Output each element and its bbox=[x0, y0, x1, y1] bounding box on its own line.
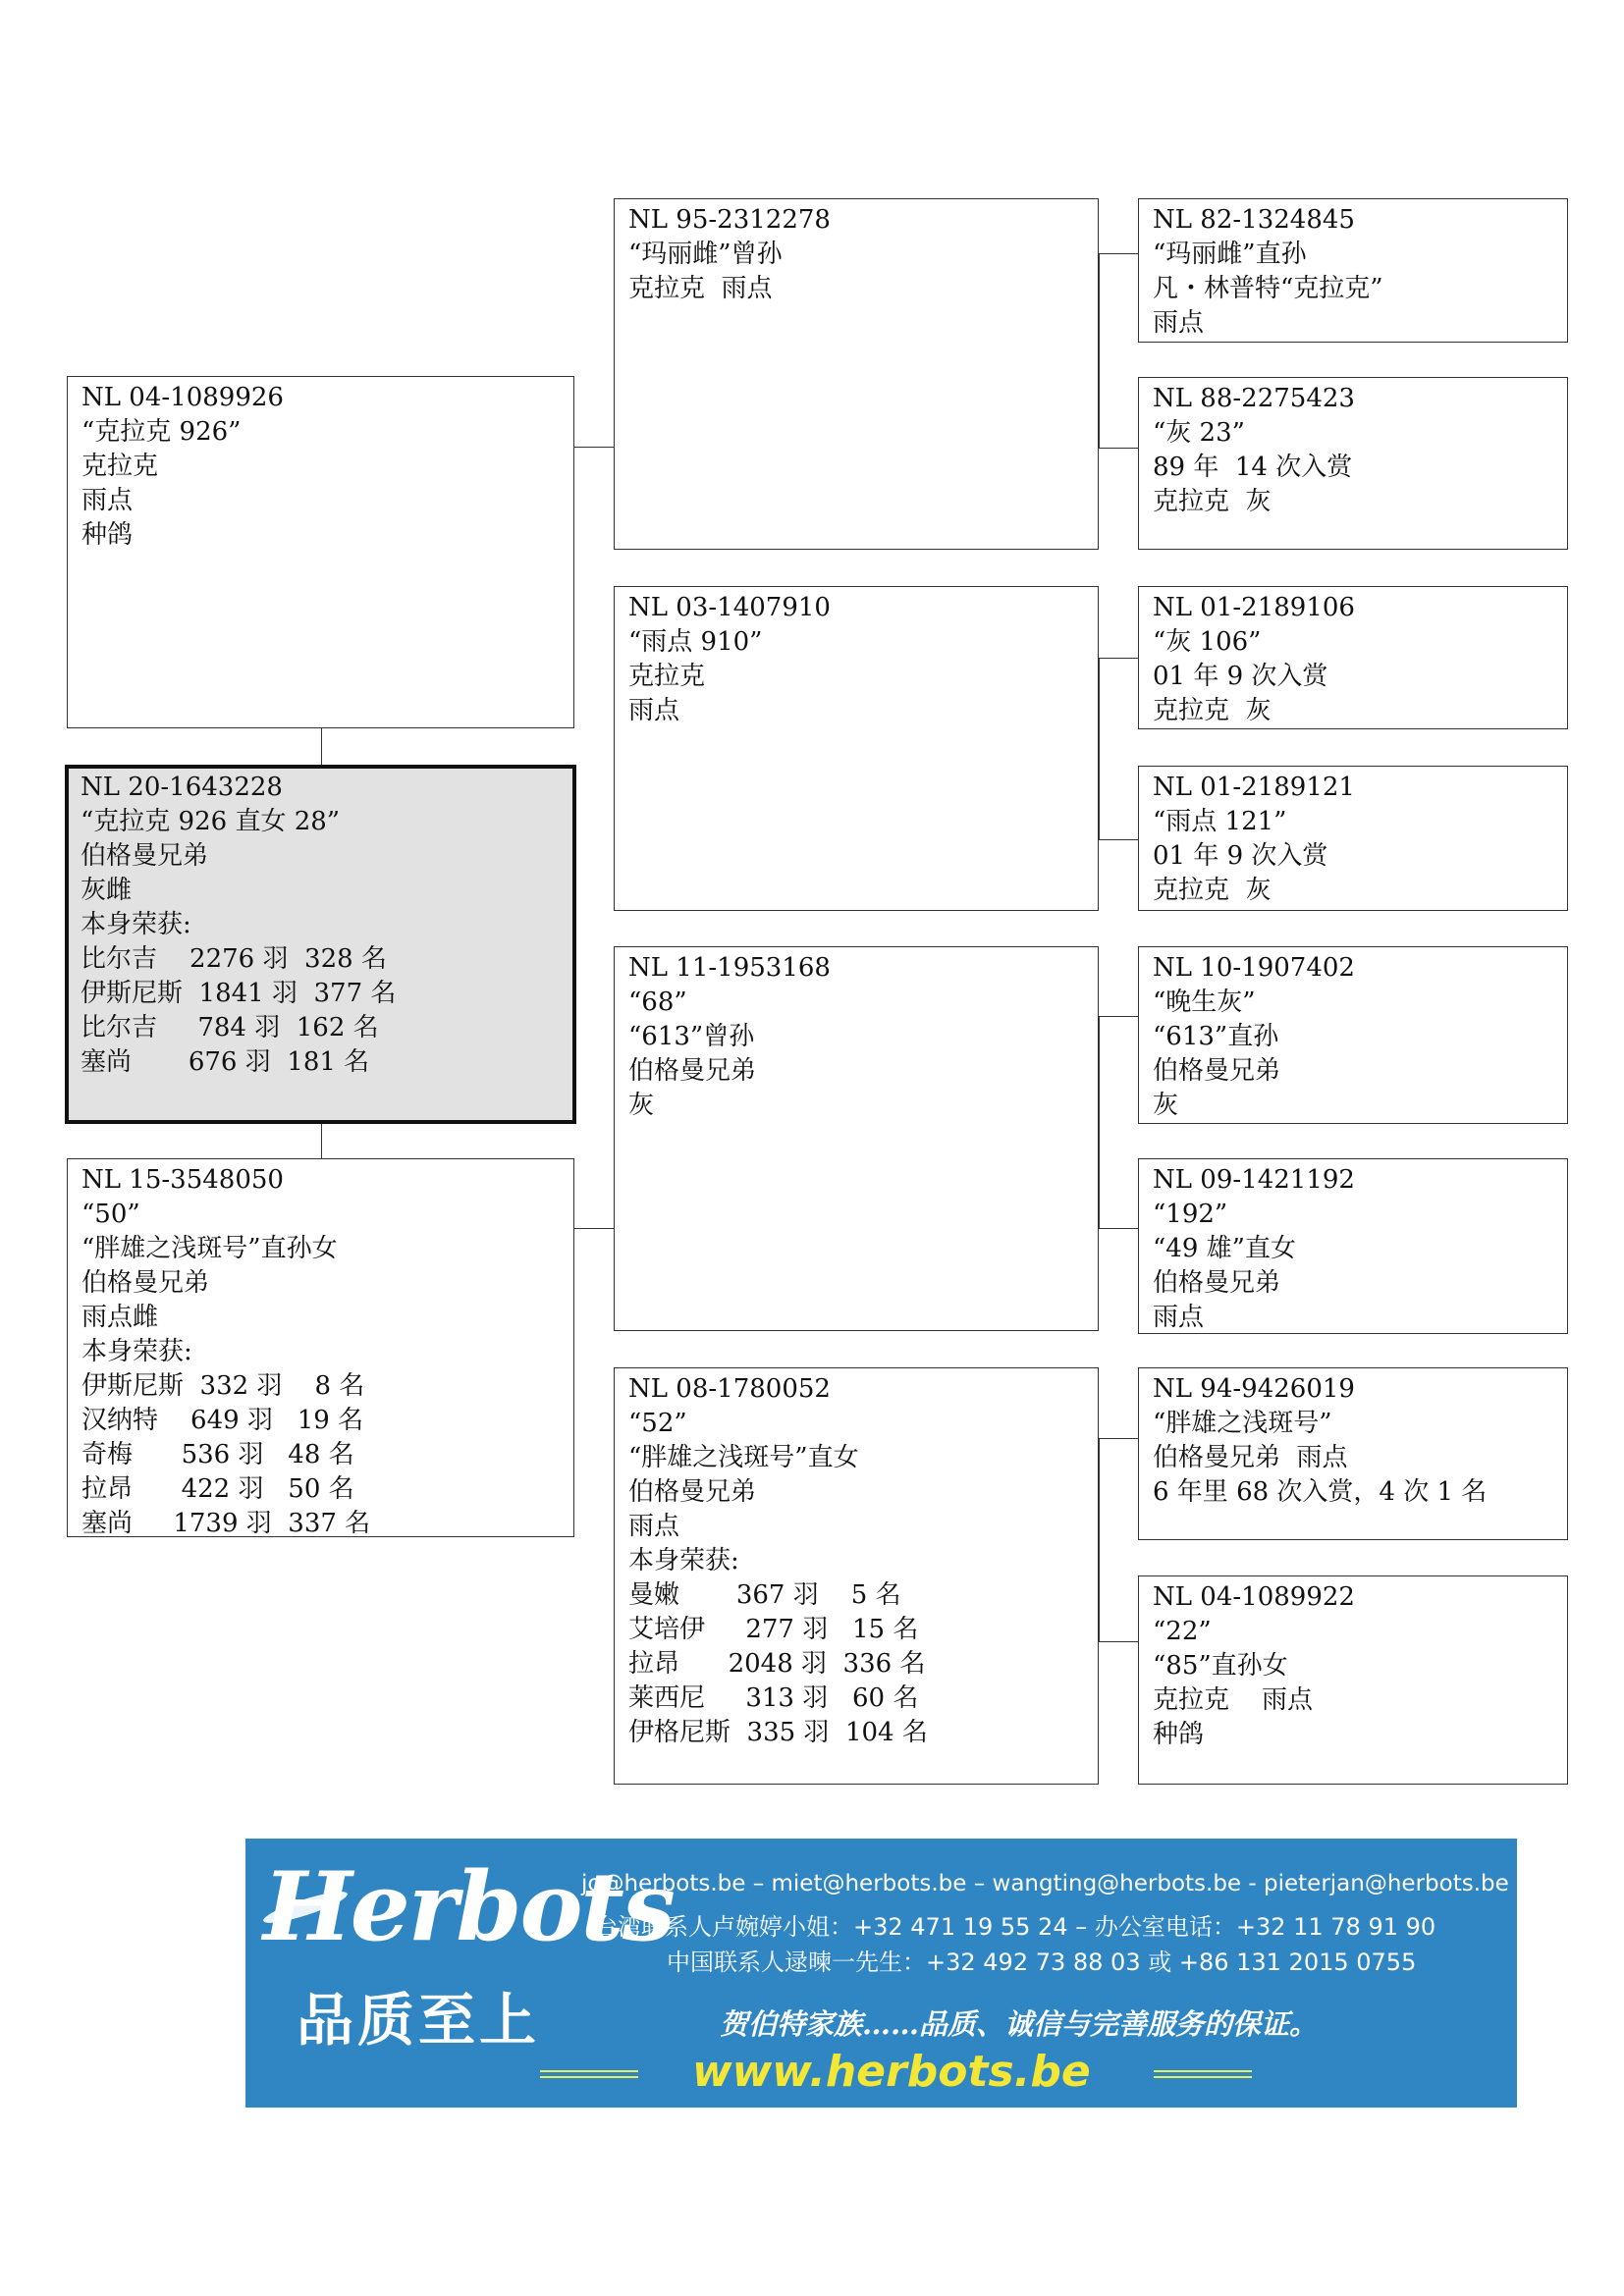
pedigree-line: 伊斯尼斯 332 羽 8 名 bbox=[81, 1371, 365, 1401]
ring-number: NL 03-1407910 bbox=[628, 593, 831, 622]
pedigree-line: 拉昂 422 羽 50 名 bbox=[81, 1474, 354, 1504]
subject-pigeon-box bbox=[65, 765, 576, 1124]
connector-gp4-ggp-vertical bbox=[1099, 1438, 1100, 1641]
connector-gp3-ggp-vertical bbox=[1099, 1016, 1100, 1228]
pedigree-line: 种鸽 bbox=[1153, 1720, 1205, 1749]
ring-number: NL 94-9426019 bbox=[1153, 1374, 1355, 1404]
pedigree-line: 本身荣获: bbox=[81, 910, 191, 939]
ring-number: NL 01-2189121 bbox=[1153, 773, 1355, 802]
pedigree-line: 克拉克 灰 bbox=[1153, 696, 1272, 725]
pedigree-line: 伯格曼兄弟 bbox=[81, 1268, 210, 1298]
connector-gp2-ggp-vertical bbox=[1099, 658, 1100, 839]
pedigree-line: 拉昂 2048 羽 336 名 bbox=[628, 1649, 926, 1679]
great-grandparent-box-7 bbox=[1138, 1367, 1568, 1540]
pedigree-line: 种鸽 bbox=[81, 520, 134, 550]
website-link[interactable]: www.herbots.be bbox=[692, 2047, 1091, 2097]
pedigree-line: 雨点 bbox=[1153, 1303, 1205, 1332]
pedigree-line: 克拉克 雨点 bbox=[1153, 1685, 1314, 1715]
herbots-banner bbox=[245, 1839, 1517, 2108]
ring-number: NL 09-1421192 bbox=[1153, 1165, 1355, 1195]
pedigree-line: “68” bbox=[628, 988, 687, 1017]
ring-number: NL 11-1953168 bbox=[628, 953, 831, 983]
pedigree-line: “192” bbox=[1153, 1200, 1228, 1229]
ring-number: NL 01-2189106 bbox=[1153, 593, 1355, 622]
pedigree-line: 雨点 bbox=[81, 486, 134, 515]
pedigree-line: 克拉克 bbox=[628, 662, 706, 691]
pedigree-line: 伯格曼兄弟 bbox=[1153, 1268, 1281, 1298]
banner-tagline: 贺伯特家族……品质、诚信与完善服务的保证。 bbox=[720, 2007, 1319, 2041]
ring-number: NL 08-1780052 bbox=[628, 1374, 831, 1404]
pedigree-line: 本身荣获: bbox=[628, 1546, 739, 1575]
brand-logo: Herbots bbox=[263, 1851, 674, 1962]
pedigree-line: 伯格曼兄弟 bbox=[628, 1477, 757, 1507]
pedigree-line: 比尔吉 784 羽 162 名 bbox=[81, 1013, 379, 1042]
pedigree-line: 6 年里 68 次入赏，4 次 1 名 bbox=[1153, 1477, 1488, 1507]
connector-gp4-ggp7 bbox=[1099, 1438, 1138, 1439]
connector-gp3-ggp5 bbox=[1099, 1016, 1138, 1017]
great-grandparent-box-6 bbox=[1138, 1158, 1568, 1334]
pedigree-line: 伯格曼兄弟 雨点 bbox=[1153, 1443, 1348, 1472]
connector-gp1-ggp-vertical bbox=[1099, 253, 1100, 448]
pedigree-line: “玛丽雌”曾孙 bbox=[628, 240, 783, 269]
ring-number: NL 82-1324845 bbox=[1153, 205, 1355, 235]
great-grandparent-box-8 bbox=[1138, 1575, 1568, 1785]
grandparent-box-3 bbox=[614, 946, 1099, 1331]
pedigree-line: 灰 bbox=[628, 1091, 655, 1120]
pedigree-line: 艾培伊 277 羽 15 名 bbox=[628, 1615, 919, 1644]
taiwan-contact: 台湾联系人卢婉婷小姐：+32 471 19 55 24 – 办公室电话：+32 11 78 91 90 bbox=[594, 1913, 1436, 1941]
pedigree-line: 雨点 bbox=[1153, 308, 1205, 338]
connector-main-dam bbox=[321, 1124, 322, 1158]
grandparent-box-4 bbox=[614, 1367, 1099, 1785]
pedigree-line: 伯格曼兄弟 bbox=[1153, 1056, 1281, 1086]
pedigree-line: 奇梅 536 羽 48 名 bbox=[81, 1440, 354, 1469]
great-grandparent-box-5 bbox=[1138, 946, 1568, 1124]
ring-number: NL 20-1643228 bbox=[81, 773, 283, 802]
pedigree-line: 89 年 14 次入赏 bbox=[1153, 453, 1353, 482]
great-grandparent-box-4 bbox=[1138, 766, 1568, 911]
pedigree-line: “胖雄之浅斑号”直女 bbox=[628, 1443, 859, 1472]
connector-sire-main bbox=[321, 728, 322, 765]
pedigree-line: 01 年 9 次入赏 bbox=[1153, 662, 1328, 691]
great-grandparent-box-1 bbox=[1138, 198, 1568, 343]
connector-gp2-ggp4 bbox=[1099, 839, 1138, 840]
connector-sire-gp bbox=[574, 447, 614, 448]
pedigree-line: “50” bbox=[81, 1200, 140, 1229]
great-grandparent-box-3 bbox=[1138, 586, 1568, 729]
pedigree-line: 凡・林普特“克拉克” bbox=[1153, 274, 1383, 303]
connector-gp1-ggp2 bbox=[1099, 448, 1138, 449]
ring-number: NL 04-1089922 bbox=[1153, 1582, 1355, 1612]
pedigree-line: 伊格尼斯 335 羽 104 名 bbox=[628, 1718, 928, 1747]
connector-gp2-ggp3 bbox=[1099, 658, 1138, 659]
pedigree-line: 灰 bbox=[1153, 1091, 1179, 1120]
pedigree-line: “613”曾孙 bbox=[628, 1022, 755, 1051]
connector-gp4-ggp8 bbox=[1099, 1641, 1138, 1642]
pedigree-line: 塞尚 676 羽 181 名 bbox=[81, 1047, 370, 1077]
pedigree-line: “52” bbox=[628, 1409, 687, 1438]
pedigree-line: 本身荣获: bbox=[81, 1337, 192, 1366]
ring-number: NL 04-1089926 bbox=[81, 383, 284, 412]
pedigree-line: “胖雄之浅斑号” bbox=[1153, 1409, 1332, 1438]
pedigree-line: 雨点雌 bbox=[81, 1303, 159, 1332]
pedigree-line: “晚生灰” bbox=[1153, 988, 1256, 1017]
pedigree-line: 克拉克 雨点 bbox=[628, 274, 773, 303]
ring-number: NL 10-1907402 bbox=[1153, 953, 1355, 983]
pedigree-line: 克拉克 灰 bbox=[1153, 876, 1272, 905]
connector-gp3-ggp6 bbox=[1099, 1228, 1138, 1229]
pedigree-line: 克拉克 bbox=[81, 452, 159, 481]
pedigree-line: 莱西尼 313 羽 60 名 bbox=[628, 1683, 919, 1713]
dam-box bbox=[67, 1158, 574, 1537]
pedigree-line: “49 雄”直女 bbox=[1153, 1234, 1296, 1263]
pedigree-line: “玛丽雌”直孙 bbox=[1153, 240, 1307, 269]
ring-number: NL 88-2275423 bbox=[1153, 384, 1355, 413]
pedigree-line: 曼嫩 367 羽 5 名 bbox=[628, 1580, 901, 1610]
pedigree-line: 汉纳特 649 羽 19 名 bbox=[81, 1406, 364, 1435]
pedigree-line: “克拉克 926” bbox=[81, 417, 242, 447]
pedigree-line: 雨点 bbox=[628, 696, 680, 725]
pedigree-line: 比尔吉 2276 羽 328 名 bbox=[81, 944, 387, 974]
china-contact: 中国联系人逯暕一先生：+32 492 73 88 03 或 +86 131 2015 0755 bbox=[667, 1949, 1417, 1976]
pedigree-line: “克拉克 926 直女 28” bbox=[81, 807, 341, 836]
sire-box bbox=[67, 376, 574, 728]
connector-dam-gp bbox=[574, 1228, 614, 1229]
pedigree-line: “613”直孙 bbox=[1153, 1022, 1279, 1051]
ring-number: NL 15-3548050 bbox=[81, 1165, 284, 1195]
pedigree-line: 伯格曼兄弟 bbox=[81, 841, 209, 871]
pedigree-line: 伯格曼兄弟 bbox=[628, 1056, 757, 1086]
pedigree-line: “雨点 121” bbox=[1153, 807, 1287, 836]
pedigree-line: 灰雌 bbox=[81, 876, 133, 905]
pedigree-line: “灰 106” bbox=[1153, 627, 1262, 657]
grandparent-box-2 bbox=[614, 586, 1099, 911]
brand-slogan: 品质至上 bbox=[297, 1987, 541, 2054]
contact-emails[interactable]: jo@herbots.be – miet@herbots.be – wangting@herbots.be - pieterjan@herbots.be bbox=[581, 1871, 1509, 1896]
left-decorative-rule bbox=[540, 2070, 638, 2078]
pedigree-line: 伊斯尼斯 1841 羽 377 名 bbox=[81, 979, 397, 1008]
pedigree-line: 塞尚 1739 羽 337 名 bbox=[81, 1509, 371, 1538]
pedigree-line: “85”直孙女 bbox=[1153, 1651, 1288, 1681]
connector-gp1-ggp bbox=[1099, 253, 1138, 254]
pedigree-line: “灰 23” bbox=[1153, 418, 1245, 448]
pedigree-line: 01 年 9 次入赏 bbox=[1153, 841, 1328, 871]
right-decorative-rule bbox=[1154, 2070, 1252, 2078]
grandparent-box-1 bbox=[614, 198, 1099, 550]
pedigree-line: 雨点 bbox=[628, 1512, 680, 1541]
pedigree-line: “胖雄之浅斑号”直孙女 bbox=[81, 1234, 338, 1263]
ring-number: NL 95-2312278 bbox=[628, 205, 831, 235]
pedigree-line: “22” bbox=[1153, 1617, 1212, 1646]
great-grandparent-box-2 bbox=[1138, 377, 1568, 550]
pedigree-line: 克拉克 灰 bbox=[1153, 487, 1272, 516]
pedigree-line: “雨点 910” bbox=[628, 627, 763, 657]
